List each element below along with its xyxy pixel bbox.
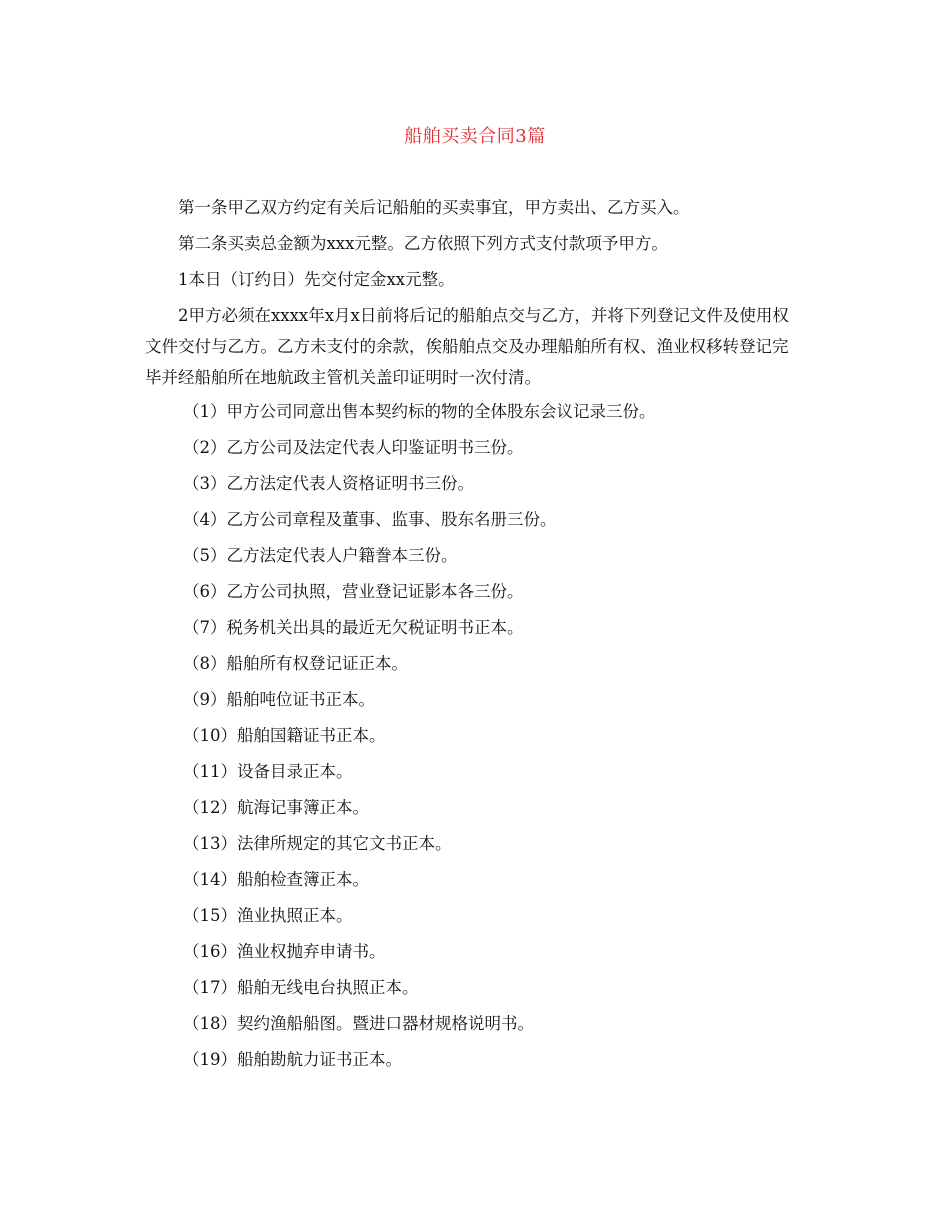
list-item: （8）船舶所有权登记证正本。 [183, 654, 408, 673]
document-title: 船舶买卖合同3篇 [404, 126, 546, 147]
clause-paragraph: 第一条甲乙双方约定有关后记船舶的买卖事宜，甲方卖出、乙方买入。 [178, 198, 690, 217]
list-item: （9）船舶吨位证书正本。 [183, 690, 375, 709]
clause-paragraph: 1本日（订约日）先交付定金xx元整。 [178, 270, 455, 289]
list-item: （15）渔业执照正本。 [183, 906, 353, 925]
list-item: （12）航海记事簿正本。 [183, 798, 369, 817]
list-item: （18）契约渔船船图。暨进口器材规格说明书。 [183, 1014, 534, 1033]
list-item: （6）乙方公司执照，营业登记证影本各三份。 [183, 582, 524, 601]
list-item: （14）船舶检查簿正本。 [183, 870, 369, 889]
list-item: （16）渔业权抛弃申请书。 [183, 942, 386, 961]
list-item: （13）法律所规定的其它文书正本。 [183, 834, 452, 853]
list-item: （7）税务机关出具的最近无欠税证明书正本。 [183, 618, 524, 637]
list-item: （3）乙方法定代表人资格证明书三份。 [183, 474, 474, 493]
list-item: （5）乙方法定代表人户籍誊本三份。 [183, 546, 458, 565]
list-item: （19）船舶勘航力证书正本。 [183, 1050, 402, 1069]
clause-paragraph: 2甲方必须在xxxx年x月x日前将后记的船舶点交与乙方，并将下列登记文件及使用权文件交付与乙方。乙方未支付的余款，俟船舶点交及办理船舶所有权、渔业权移转登记完毕并经船舶所在地航政主管机关盖印证明时一次付清。 [145, 306, 789, 387]
list-item: （2）乙方公司及法定代表人印鉴证明书三份。 [183, 438, 524, 457]
list-item: （11）设备目录正本。 [183, 762, 353, 781]
list-item: （10）船舶国籍证书正本。 [183, 726, 386, 745]
list-item: （1）甲方公司同意出售本契约标的物的全体股东会议记录三份。 [183, 402, 656, 421]
list-item: （4）乙方公司章程及董事、监事、股东名册三份。 [183, 510, 557, 529]
list-item: （17）船舶无线电台执照正本。 [183, 978, 419, 997]
document-body [145, 195, 800, 1083]
clause-paragraph: 第二条买卖总金额为xxx元整。乙方依照下列方式支付款项予甲方。 [178, 234, 668, 253]
